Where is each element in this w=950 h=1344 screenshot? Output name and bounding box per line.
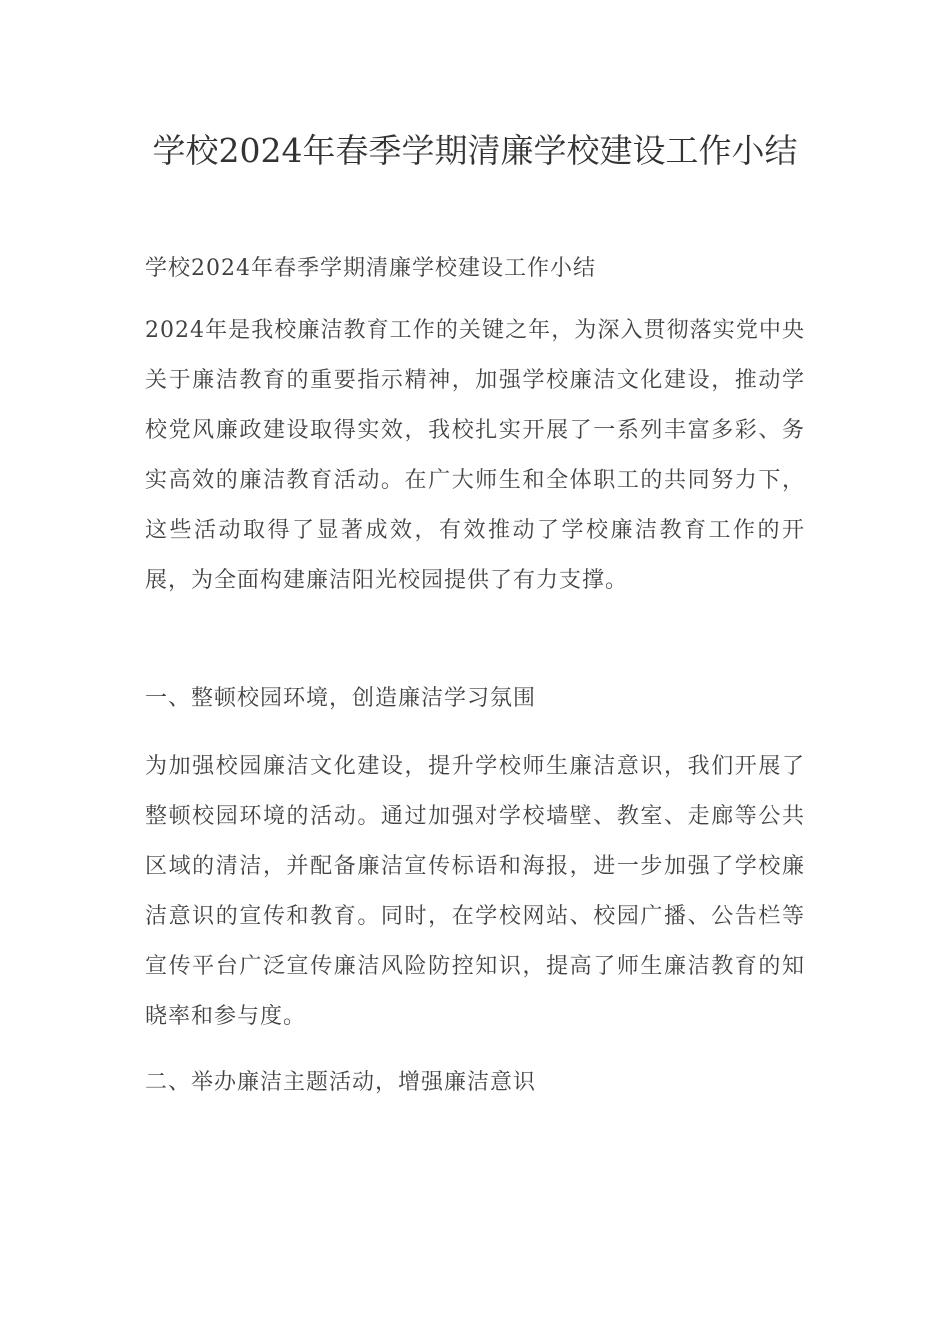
intro-paragraph: 2024年是我校廉洁教育工作的关键之年，为深入贯彻落实党中央关于廉洁教育的重要指示精神，加强学校廉洁文化建设，推动学校党风廉政建设取得实效，我校扎实开展了一系列丰富多彩、务实高效的廉洁教育活动。在广大师生和全体职工的共同努力下，这些活动取得了显著成效，有效推动了学校廉洁教育工作的开展，为全面构建廉洁阳光校园提供了有力支撑。 bbox=[145, 318, 805, 593]
section-1-paragraph: 为加强校园廉洁文化建设，提升学校师生廉洁意识，我们开展了整顿校园环境的活动。通过加强对学校墙壁、教室、走廊等公共区域的清洁，并配备廉洁宣传标语和海报，进一步加强了学校廉洁意识的宣传和教育。同时，在学校网站、校园广播、公告栏等宣传平台广泛宣传廉洁风险防控知识，提高了师生廉洁教育的知晓率和参与度。 bbox=[145, 754, 805, 1029]
document-subtitle: 学校2024年春季学期清廉学校建设工作小结 bbox=[145, 256, 596, 281]
document-title: 学校2024年春季学期清廉学校建设工作小结 bbox=[152, 131, 798, 170]
section-heading-2: 二、举办廉洁主题活动，增强廉洁意识 bbox=[145, 1070, 537, 1095]
section-heading-1: 一、整顿校园环境，创造廉洁学习氛围 bbox=[145, 686, 537, 711]
